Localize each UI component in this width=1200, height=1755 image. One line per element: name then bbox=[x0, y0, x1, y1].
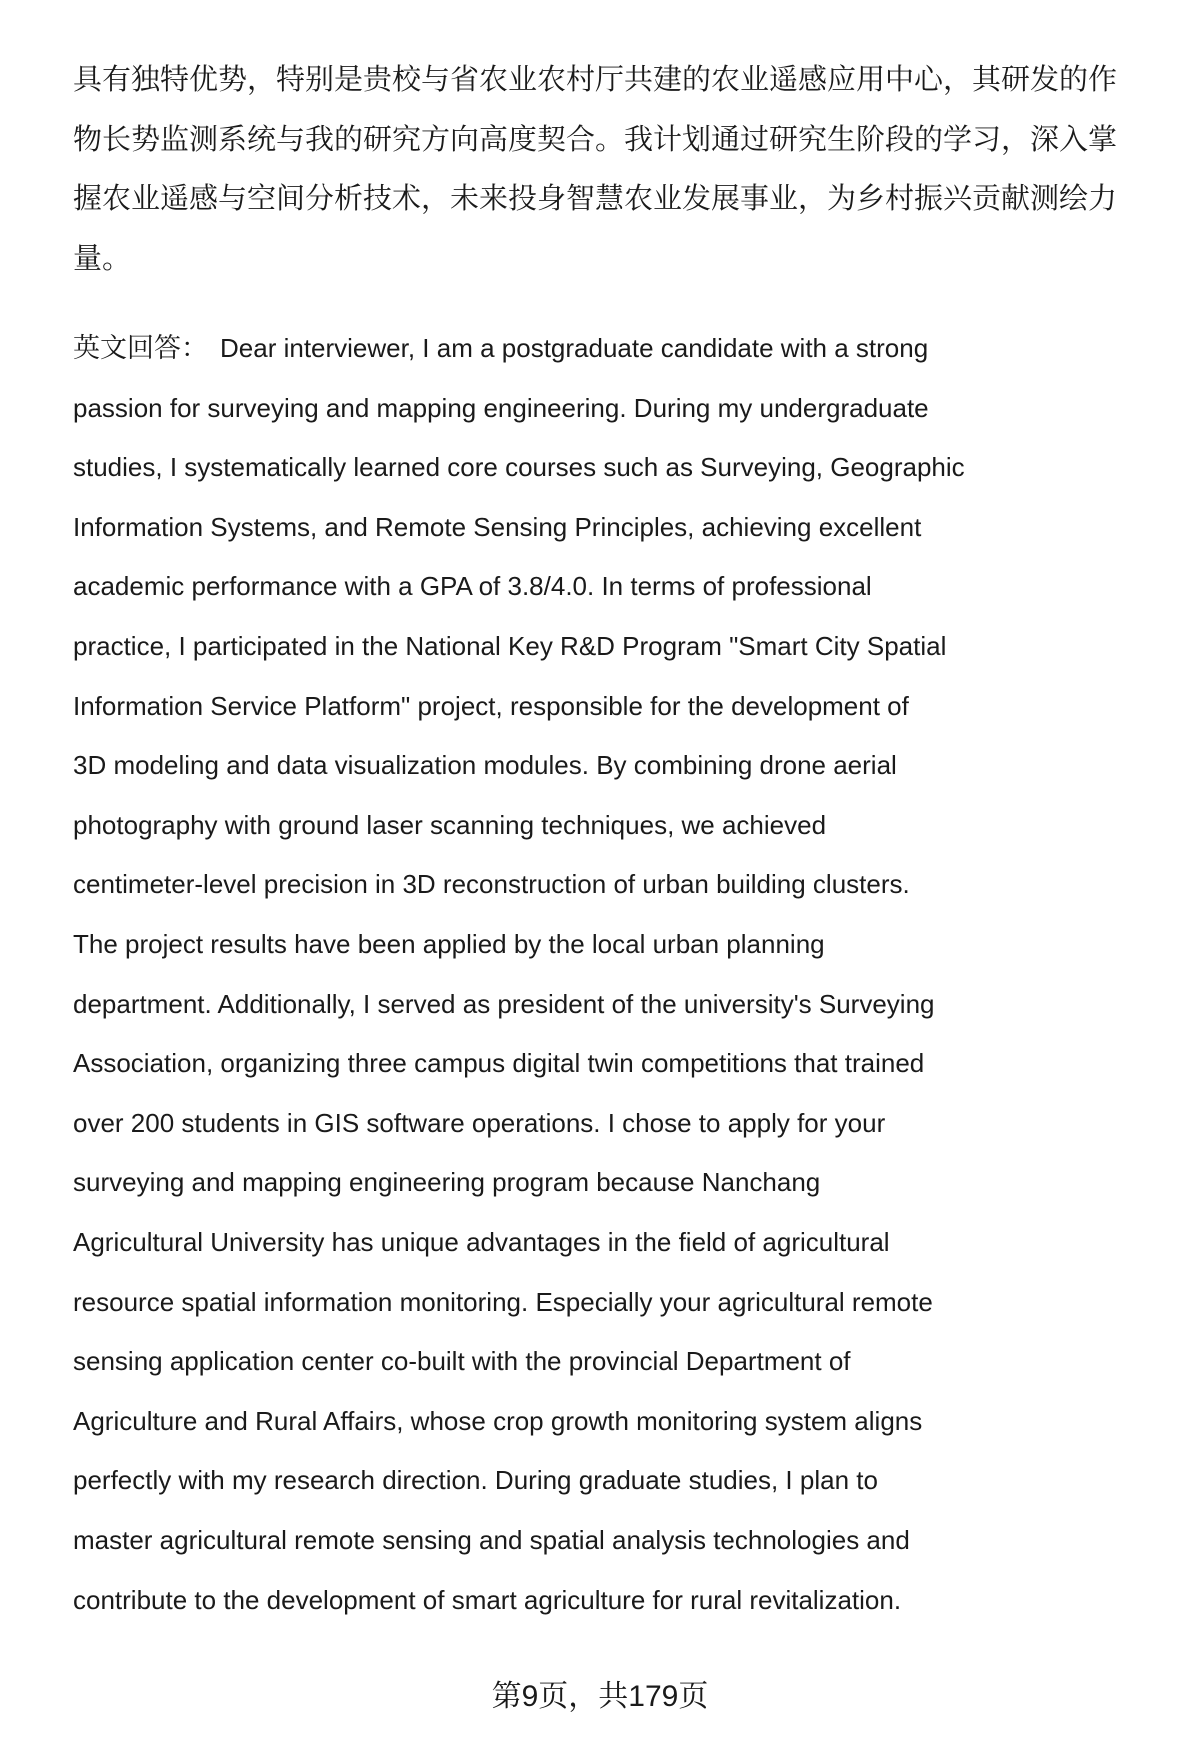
english-answer-line bbox=[73, 924, 1153, 964]
english-answer-text: Agricultural University has unique advantages in the field of agricultural bbox=[73, 1227, 890, 1257]
english-answer-line bbox=[73, 1401, 1153, 1441]
english-answer-text: Information Service Platform" project, responsible for the development of bbox=[73, 690, 909, 721]
english-answer-line bbox=[73, 1520, 1153, 1560]
english-answer-text: surveying and mapping engineering program because Nanchang bbox=[73, 1167, 821, 1198]
chinese-answer-line: 具有独特优势，特别是贵校与省农业农村厅共建的农业遥感应用中心，其研发的作 bbox=[73, 64, 1118, 96]
english-answer-line bbox=[73, 1043, 1153, 1083]
english-answer-text: photography with ground laser scanning techniques, we achieved bbox=[73, 809, 827, 840]
english-answer-line bbox=[73, 1162, 1153, 1202]
english-answer-text: centimeter-level precision in 3D reconstruction of urban building clusters. bbox=[73, 869, 910, 900]
chinese-answer-line: 量。 bbox=[73, 242, 132, 275]
english-answer-text: Dear interviewer, I am a postgraduate candidate with a strong bbox=[220, 333, 929, 363]
english-answer-line bbox=[73, 328, 1153, 368]
english-answer-text: perfectly with my research direction. During graduate studies, I plan to bbox=[73, 1465, 878, 1496]
english-answer-line bbox=[73, 745, 1153, 785]
english-answer-line bbox=[73, 507, 1153, 547]
english-answer-text: contribute to the development of smart agriculture for rural revitalization. bbox=[73, 1584, 902, 1615]
english-answer-line bbox=[73, 805, 1153, 845]
english-answer-text: sensing application center co-built with the provincial Department of bbox=[73, 1346, 851, 1377]
english-answer-text: 3D modeling and data visualization modules. By combining drone aerial bbox=[73, 750, 897, 781]
english-answer-line bbox=[73, 1580, 1153, 1620]
page-number-footer: 第9页，共179页 bbox=[491, 1680, 709, 1713]
english-answer-line bbox=[73, 447, 1153, 487]
english-answer-line bbox=[73, 566, 1153, 606]
chinese-answer-line: 握农业遥感与空间分析技术，未来投身智慧农业发展事业，为乡村振兴贡献测绘力 bbox=[73, 183, 1118, 216]
english-answer-text: over 200 students in GIS software operations. I chose to apply for your bbox=[73, 1107, 886, 1138]
english-answer-text: Information Systems, and Remote Sensing Principles, achieving excellent bbox=[73, 511, 922, 542]
english-answer-label: 英文回答： bbox=[73, 333, 208, 363]
english-answer-text: studies, I systematically learned core courses such as Surveying, Geographic bbox=[73, 452, 965, 483]
english-answer-line bbox=[73, 686, 1153, 726]
english-answer-text: passion for surveying and mapping engineering. During my undergraduate bbox=[73, 392, 929, 423]
english-answer-line bbox=[73, 626, 1153, 666]
chinese-answer-line: 物长势监测系统与我的研究方向高度契合。我计划通过研究生阶段的学习，深入掌 bbox=[73, 123, 1118, 156]
english-answer-line bbox=[73, 1282, 1153, 1322]
english-answer-line bbox=[73, 984, 1153, 1024]
english-answer-line bbox=[73, 1222, 1153, 1262]
english-answer-text: practice, I participated in the National Key R&D Program "Smart City Spatial bbox=[73, 631, 947, 661]
english-answer-text: department. Additionally, I served as president of the university's Surveying bbox=[73, 988, 935, 1019]
english-answer-text: master agricultural remote sensing and spatial analysis technologies and bbox=[73, 1525, 910, 1555]
english-answer-line bbox=[73, 1341, 1153, 1381]
english-answer-line bbox=[73, 1460, 1153, 1500]
english-answer-line bbox=[73, 1103, 1153, 1143]
english-answer-text: Association, organizing three campus digital twin competitions that trained bbox=[73, 1048, 925, 1079]
english-answer-text: The project results have been applied by the local urban planning bbox=[73, 929, 825, 959]
english-answer-line bbox=[73, 388, 1153, 428]
english-answer-text: Agriculture and Rural Affairs, whose crop growth monitoring system aligns bbox=[73, 1405, 923, 1436]
english-answer-line bbox=[73, 864, 1153, 904]
english-answer-text: academic performance with a GPA of 3.8/4.0. In terms of professional bbox=[73, 571, 872, 602]
english-answer-text: resource spatial information monitoring. Especially your agricultural remote bbox=[73, 1286, 933, 1317]
